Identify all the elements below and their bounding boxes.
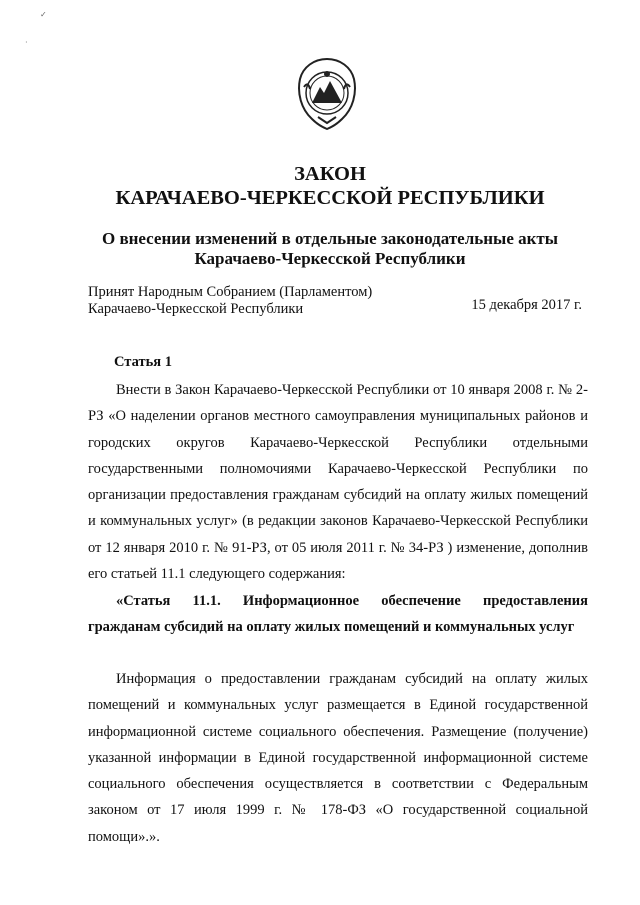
adopted-by: Принят Народным Собранием (Парламентом) bbox=[88, 284, 373, 300]
scan-mark: · bbox=[25, 38, 28, 47]
law-subtitle: О внесении изменений в отдельные законодательные акты bbox=[101, 229, 559, 248]
coat-of-arms-emblem bbox=[296, 57, 358, 130]
new-article-heading bbox=[88, 588, 588, 641]
article-intro-paragraph bbox=[88, 377, 588, 587]
law-title-republic: КАРАЧАЕВО-ЧЕРКЕССКОЙ РЕСПУБЛИКИ bbox=[115, 187, 545, 209]
article-heading: Статья 1 bbox=[114, 354, 172, 370]
adoption-date: 15 декабря 2017 г. bbox=[471, 297, 582, 313]
new-article-heading-text: «Статья 11.1. Информационное обеспечение предоставления гражданам субсидий на оплату жилых помещений и коммунальных услуг bbox=[88, 593, 588, 636]
adopted-by-republic: Карачаево-Черкесской Республики bbox=[88, 301, 304, 317]
new-article-paragraph bbox=[88, 666, 588, 850]
law-subtitle-republic: Карачаево-Черкесской Республики bbox=[194, 249, 466, 268]
law-title: ЗАКОН bbox=[294, 163, 366, 185]
article-intro-text: Внести в Закон Карачаево-Черкесской Республики от 10 января 2008 г. № 2-РЗ «О наделении органов местного самоуправления муниципальных районов и городских округов Карачаево-Черкесской Республики отдельными государственными полномочиями Карачаево-Черкесской Республики по организации предоставления гражданам субсидий на оплату жилых помещений и коммунальных услуг» (в редакции законов Карачаево-Черкесской Республики от 12 января 2010 г. № 91-РЗ, от 05 июля 2011 г. № 34-РЗ ) изменение, дополнив его статьей 11.1 следующего содержания: bbox=[88, 382, 588, 583]
scan-mark: ✓ bbox=[40, 10, 47, 19]
new-article-text: Информация о предоставлении гражданам субсидий на оплату жилых помещений и коммунальных услуг размещается в Единой государственной информационной системе социального обеспечения. Размещение (получение) указанной информации в Единой государственной информационной системе социального обеспечения осуществляется в соответствии с Федеральным законом от 17 июля 1999 г. № 178-ФЗ «О государственной социальной помощи».». bbox=[88, 671, 588, 845]
